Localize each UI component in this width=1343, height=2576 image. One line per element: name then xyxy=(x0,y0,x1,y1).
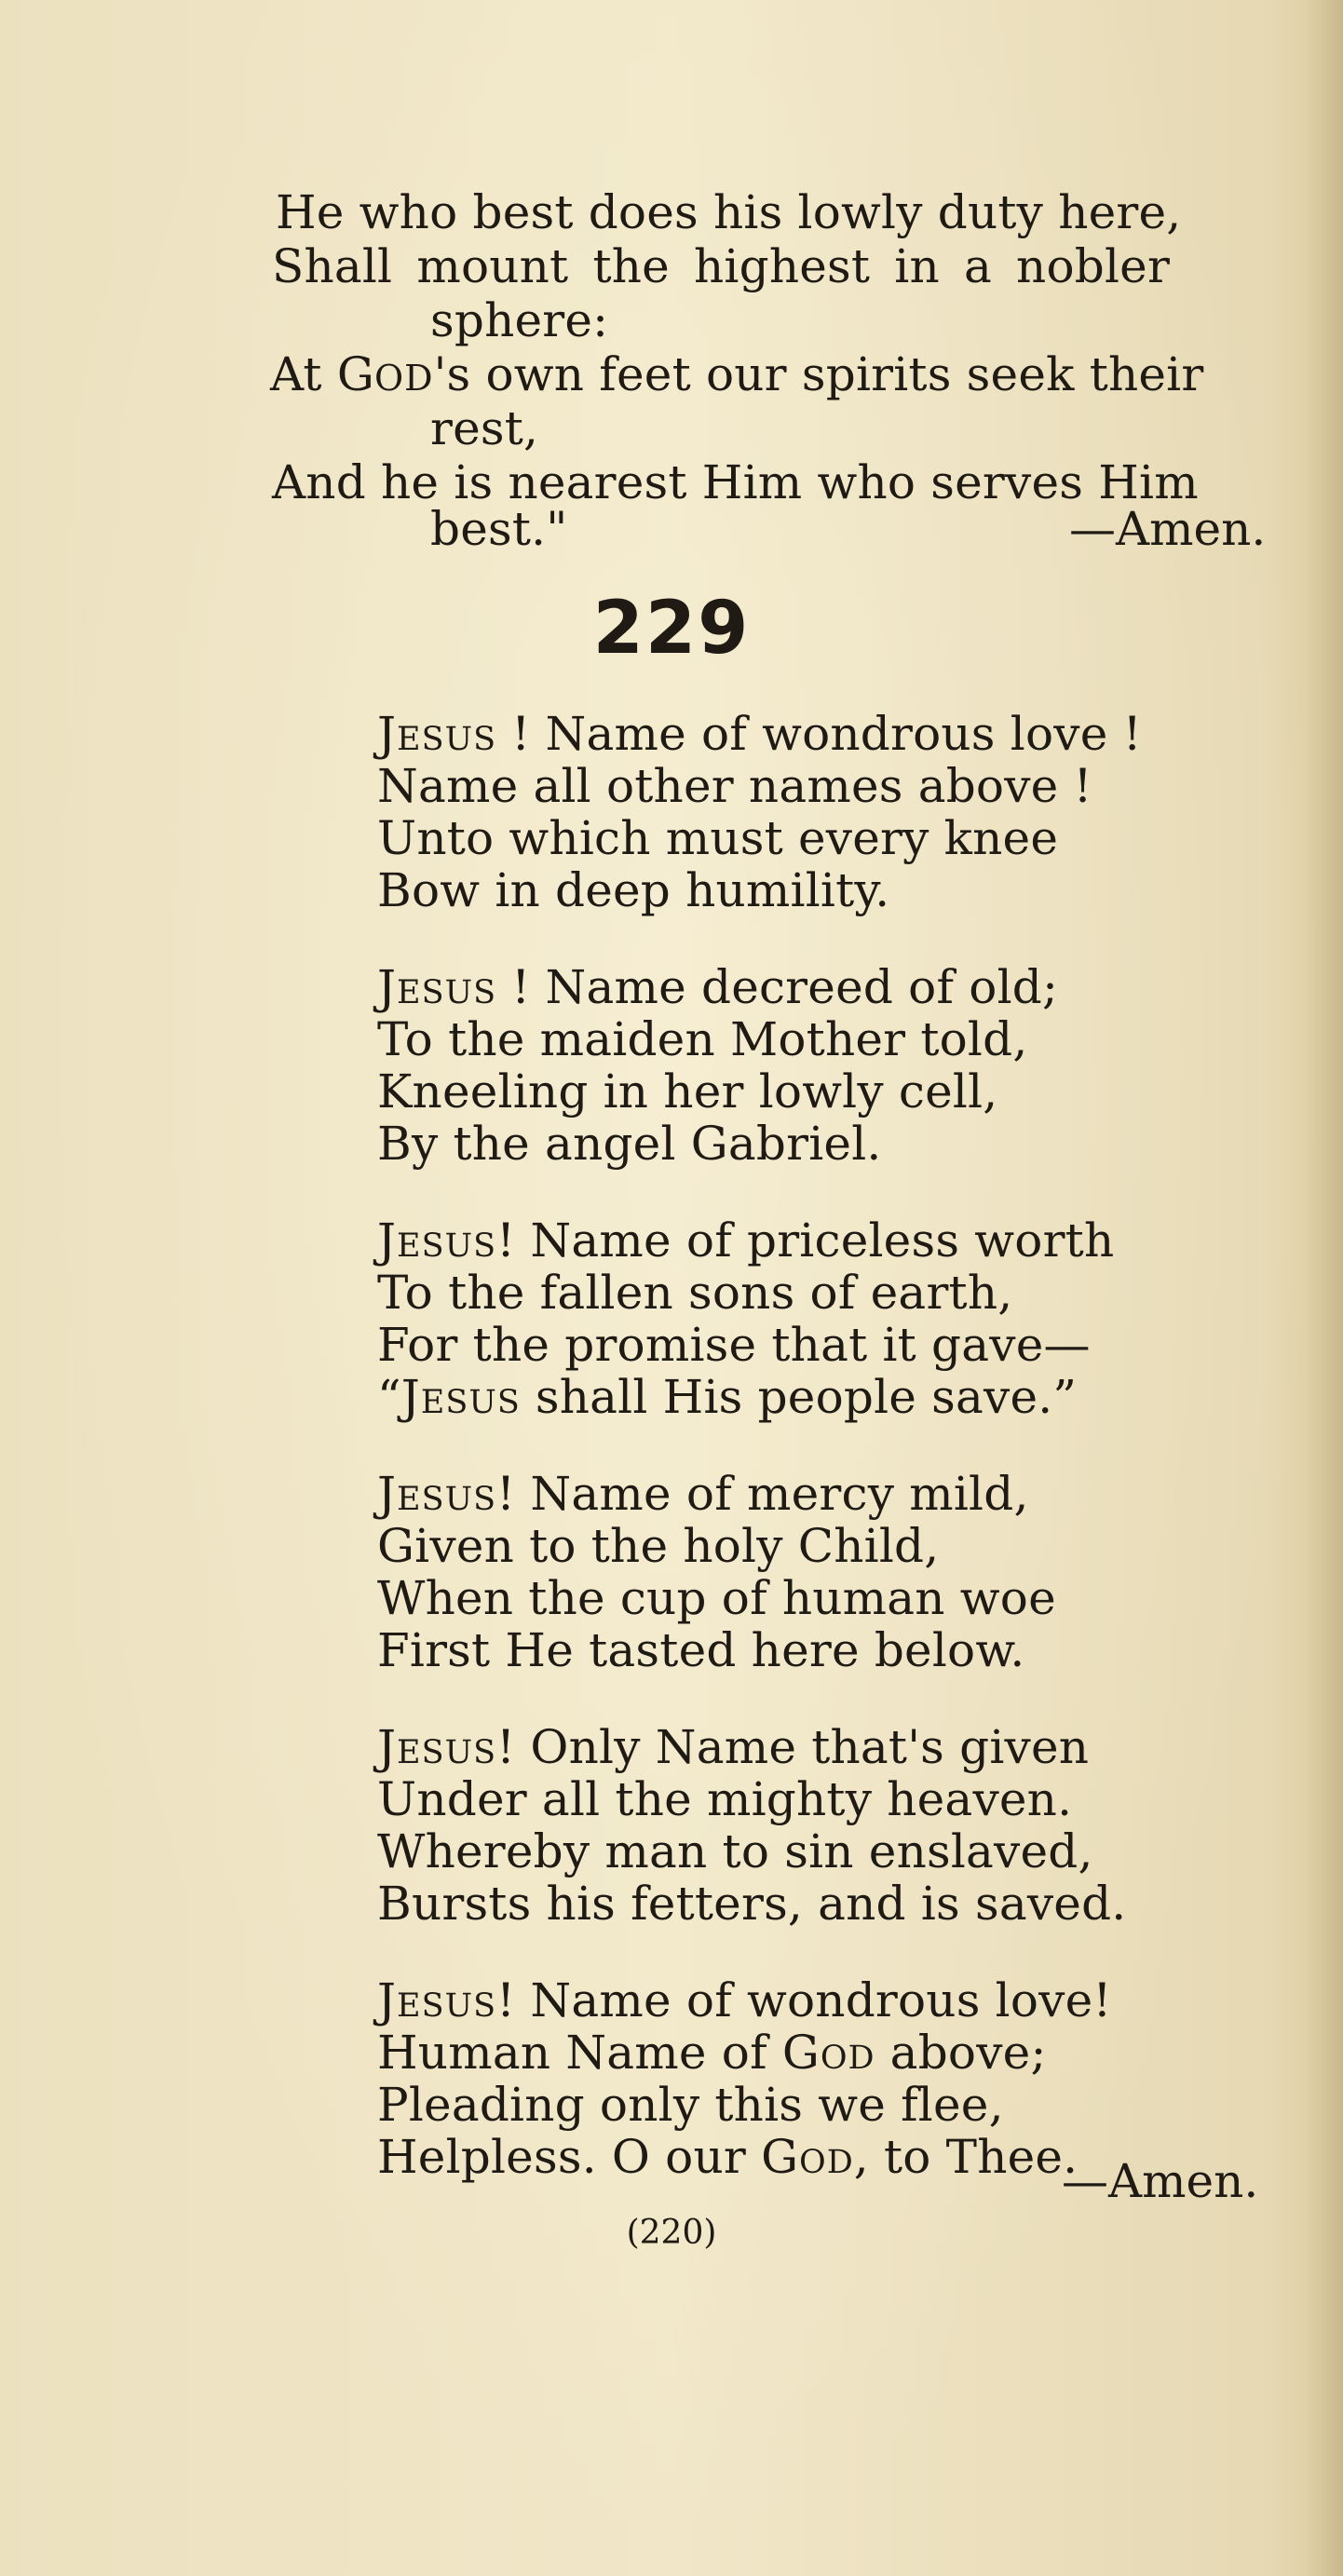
prev-hymn-line-1: He who best does his lowly duty here, xyxy=(276,185,1182,239)
prev-hymn-line-4 xyxy=(270,348,1203,404)
stanza-3-line-4 xyxy=(377,1371,1077,1423)
prev-hymn-line-5: rest, xyxy=(430,401,539,455)
stanza-4-line-3: When the cup of human woe xyxy=(377,1571,1056,1625)
stanza-1-line-4: Bow in deep humility. xyxy=(377,863,890,917)
line-prefix: Human Name of xyxy=(377,2026,782,2080)
line-prefix: Helpless. O our xyxy=(377,2130,762,2184)
stanza-1-line-1 xyxy=(377,708,1142,760)
stanza-1-line-2: Name all other names above ! xyxy=(377,759,1092,813)
stanza-2-line-2: To the maiden Mother told, xyxy=(377,1012,1028,1066)
small-caps-word: Jesus xyxy=(400,1370,521,1424)
small-caps-word: Jesus xyxy=(377,1973,497,2027)
small-caps-word: Jesus xyxy=(377,1213,497,1268)
prev-hymn-line-4-before: At xyxy=(270,347,337,401)
line-rest: ! Only Name that's given xyxy=(496,1720,1090,1774)
stanza-5-line-4: Bursts his fetters, and is saved. xyxy=(377,1877,1127,1931)
line-rest: ! Name of wondrous love! xyxy=(496,1973,1112,2027)
stanza-6-line-3: Pleading only this we flee, xyxy=(377,2078,1004,2132)
line-rest: ! Name of priceless worth xyxy=(496,1213,1115,1268)
line-rest: shall His people save.” xyxy=(520,1370,1078,1424)
stanza-1-line-3: Unto which must every knee xyxy=(377,811,1059,865)
stanza-5-line-3: Whereby man to sin enslaved, xyxy=(377,1824,1093,1878)
page-number: (220) xyxy=(626,2214,717,2252)
prev-hymn-line-2: Shall mount the highest in a nobler xyxy=(272,239,1171,293)
line-rest: ! Name of mercy mild, xyxy=(496,1467,1029,1521)
hymn-number: 229 xyxy=(592,587,751,671)
stanza-6-line-2 xyxy=(377,2027,1047,2079)
stanza-6-line-4 xyxy=(377,2131,1078,2183)
line-rest: , to Thee. xyxy=(853,2130,1078,2184)
small-caps-word: Jesus xyxy=(377,960,497,1014)
god-smallcaps-rest: OD xyxy=(373,358,434,399)
line-rest: ! Name of wondrous love ! xyxy=(496,707,1142,761)
stanza-2-line-1 xyxy=(377,961,1058,1013)
stanza-6-line-1 xyxy=(377,1974,1112,2027)
small-caps-word: Jesus xyxy=(377,707,497,761)
stanza-3-line-2: To the fallen sons of earth, xyxy=(377,1266,1013,1320)
stanza-2-line-4: By the angel Gabriel. xyxy=(377,1117,882,1171)
prev-hymn-line-4-after: 's own feet our spirits seek their xyxy=(433,347,1204,401)
prev-hymn-amen: —Amen. xyxy=(1069,502,1267,556)
line-rest: ! Name decreed of old; xyxy=(496,960,1059,1014)
page-edge-shadow xyxy=(1306,0,1343,2576)
small-caps-word: Jesus xyxy=(377,1467,497,1521)
line-prefix: “ xyxy=(377,1370,401,1424)
stanza-3-line-3: For the promise that it gave— xyxy=(377,1318,1091,1372)
stanza-3-line-1 xyxy=(377,1214,1114,1267)
small-caps-word: God xyxy=(761,2130,854,2184)
stanza-5-line-1 xyxy=(377,1721,1089,1773)
prev-hymn-line-6: And he is nearest Him who serves Him xyxy=(272,455,1199,509)
prev-hymn-line-7: best." xyxy=(430,502,568,556)
stanza-5-line-2: Under all the mighty heaven. xyxy=(377,1772,1073,1826)
small-caps-word: Jesus xyxy=(377,1720,497,1774)
hymn-amen: —Amen. xyxy=(1062,2154,1259,2208)
stanza-4-line-4: First He tasted here below. xyxy=(377,1623,1025,1677)
stanza-4-line-2: Given to the holy Child, xyxy=(377,1519,940,1573)
small-caps-word: God xyxy=(781,2026,875,2080)
prev-hymn-line-3: sphere: xyxy=(430,293,609,347)
stanza-4-line-1 xyxy=(377,1468,1029,1520)
god-smallcaps-first: G xyxy=(336,347,374,401)
stanza-2-line-3: Kneeling in her lowly cell, xyxy=(377,1064,998,1119)
line-rest: above; xyxy=(875,2026,1047,2080)
